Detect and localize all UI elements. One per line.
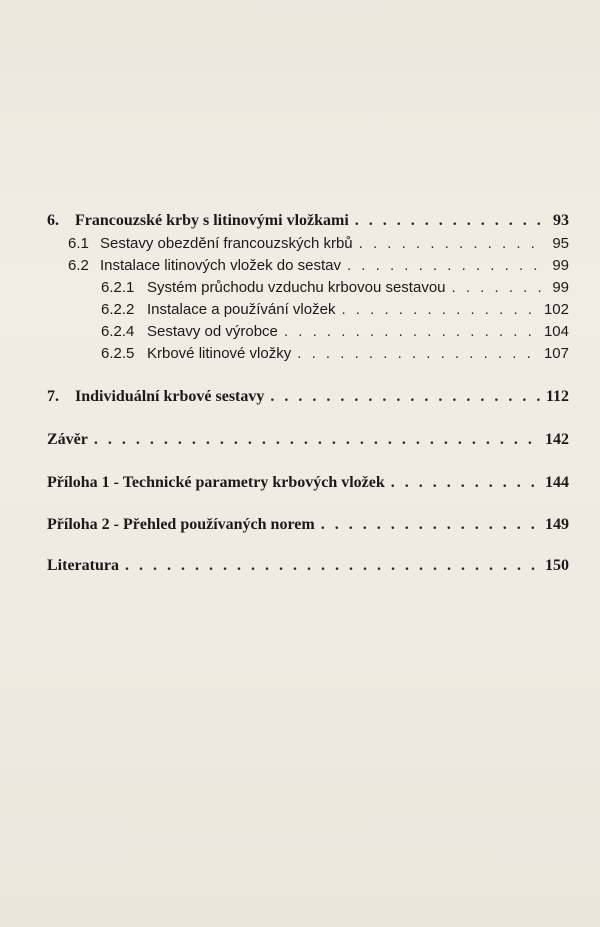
toc-entry-number: 7.: [47, 388, 59, 405]
toc-entry-number: 6.1: [68, 235, 89, 252]
toc-entry-7: [47, 388, 569, 412]
toc-leader-dots: [94, 431, 539, 449]
toc-entry-page: 107: [543, 345, 569, 362]
toc-entry-page: 104: [543, 323, 569, 340]
toc-entry-priloha-2: [47, 516, 569, 540]
toc-entry-page: 112: [545, 388, 569, 405]
toc-entry-title: Instalace a používání vložek: [147, 301, 336, 318]
toc-entry-6-2: [47, 257, 569, 281]
toc-entry-number: 6.2.5: [101, 345, 135, 362]
toc-leader-dots: [355, 212, 541, 230]
toc-entry-title: Příloha 1 - Technické parametry krbových vložek: [47, 474, 385, 491]
toc-leader-dots: [297, 345, 538, 362]
toc-entry-page: 99: [552, 257, 569, 274]
toc-entry-title: Individuální krbové sestavy: [75, 388, 265, 405]
toc-entry-page: 142: [545, 431, 569, 448]
toc-leader-dots: [321, 516, 539, 534]
toc-leader-dots: [359, 235, 541, 252]
toc-entry-title: Literatura: [47, 557, 119, 574]
toc-entry-title: Krbové litinové vložky: [147, 345, 292, 362]
toc-leader-dots: [341, 301, 538, 318]
toc-entry-6-2-1: [47, 279, 569, 303]
toc-entry-6-2-4: [47, 323, 569, 347]
toc-entry-page: 149: [545, 516, 569, 533]
toc-leader-dots: [391, 474, 539, 492]
toc-entry-page: 99: [552, 279, 569, 296]
toc-entry-page: 93: [553, 212, 569, 229]
toc-entry-title: Sestavy od výrobce: [147, 323, 278, 340]
toc-entry-title: Instalace litinových vložek do sestav: [100, 257, 341, 274]
toc-entry-literatura: [47, 557, 569, 581]
toc-leader-dots: [270, 388, 539, 406]
toc-entry-number: 6.2: [68, 257, 89, 274]
toc-entry-title: Příloha 2 - Přehled používaných norem: [47, 516, 315, 533]
toc-leader-dots: [284, 323, 538, 340]
toc-entry-6-1: [47, 235, 569, 259]
toc-entry-title: Sestavy obezdění francouzských krbů: [100, 235, 353, 252]
toc-entry-priloha-1: [47, 474, 569, 498]
toc-entry-title: Závěr: [47, 431, 88, 448]
toc-entry-title: Francouzské krby s litinovými vložkami: [75, 212, 349, 229]
toc-entry-number: 6.: [47, 212, 59, 229]
toc-entry-page: 144: [545, 474, 569, 491]
toc-entry-number: 6.2.2: [101, 301, 135, 318]
toc-entry-page: 102: [543, 301, 569, 318]
toc-entry-number: 6.2.4: [101, 323, 135, 340]
toc-entry-title: Systém průchodu vzduchu krbovou sestavou: [147, 279, 446, 296]
toc-entry-zaver: [47, 431, 569, 455]
toc-leader-dots: [125, 557, 539, 575]
toc-entry-6-2-2: [47, 301, 569, 325]
toc-entry-page: 95: [552, 235, 569, 252]
toc-leader-dots: [347, 257, 541, 274]
toc-entry-number: 6.2.1: [101, 279, 135, 296]
show-through-texture: [380, 98, 385, 119]
toc-entry-6: [47, 212, 569, 236]
toc-leader-dots: [452, 279, 542, 296]
toc-entry-page: 150: [545, 557, 569, 574]
toc-entry-6-2-5: [47, 345, 569, 369]
